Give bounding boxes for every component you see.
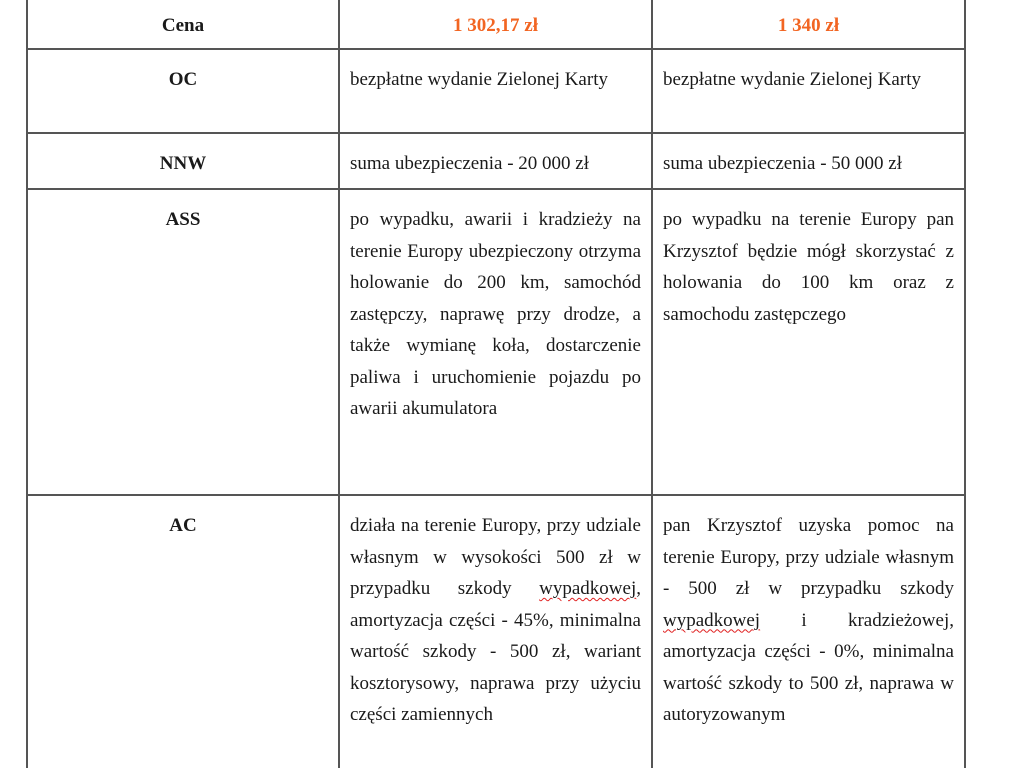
table-row-nnw xyxy=(27,133,965,189)
nnw-offer-b: suma ubezpieczenia - 50 000 zł xyxy=(652,133,965,189)
row-label-cena: Cena xyxy=(27,0,339,49)
ac-offer-b-text-start: pan Krzysztof uzyska pomoc na terenie Europy, przy udziale własnym - 500 zł w przypadku szkody xyxy=(663,515,954,599)
table-row-ac xyxy=(27,495,965,768)
ac-offer-a-text-start: działa na terenie Europy, przy udziale własnym w wysokości 500 zł w przypadku szkody xyxy=(350,515,641,599)
row-label-nnw: NNW xyxy=(27,133,339,189)
table-row-cena xyxy=(27,0,965,49)
ass-offer-b: po wypadku na terenie Europy pan Krzysztof będzie mógł skorzystać z holowania do 100 km oraz z samochodu zastępczego xyxy=(652,189,965,495)
table-row-oc xyxy=(27,49,965,133)
ac-offer-a-text-end: , amortyzacja części - 45%, minimalna wartość szkody - 500 zł, wariant kosztorysowy, naprawa przy użyciu części zamiennych xyxy=(350,578,641,725)
ass-offer-a: po wypadku, awarii i kradzieży na terenie Europy ubezpieczony otrzyma holowanie do 200 km, samochód zastępczy, naprawę przy drodze, a także wymianę koła, dostarczenie paliwa i uruchomienie pojazdu po awarii akumulatora xyxy=(339,189,652,495)
price-offer-a: 1 302,17 zł xyxy=(339,0,652,49)
row-label-ac: AC xyxy=(27,495,339,768)
oc-offer-b: bezpłatne wydanie Zielonej Karty xyxy=(652,49,965,133)
table-row-ass xyxy=(27,189,965,495)
price-offer-b: 1 340 zł xyxy=(652,0,965,49)
row-label-oc: OC xyxy=(27,49,339,133)
row-label-ass: ASS xyxy=(27,189,339,495)
spellcheck-flagged-word: wypadkowej xyxy=(539,578,637,599)
insurance-comparison-table xyxy=(26,0,966,768)
ac-offer-a xyxy=(339,495,652,768)
ac-offer-b-text-end: i kradzieżowej, amortyzacja części - 0%, minimalna wartość szkody to 500 zł, naprawa w autoryzowanym xyxy=(663,609,954,725)
ac-offer-b xyxy=(652,495,965,768)
oc-offer-a: bezpłatne wydanie Zielonej Karty xyxy=(339,49,652,133)
spellcheck-flagged-word: wypadkowej xyxy=(663,609,761,631)
nnw-offer-a: suma ubezpieczenia - 20 000 zł xyxy=(339,133,652,189)
